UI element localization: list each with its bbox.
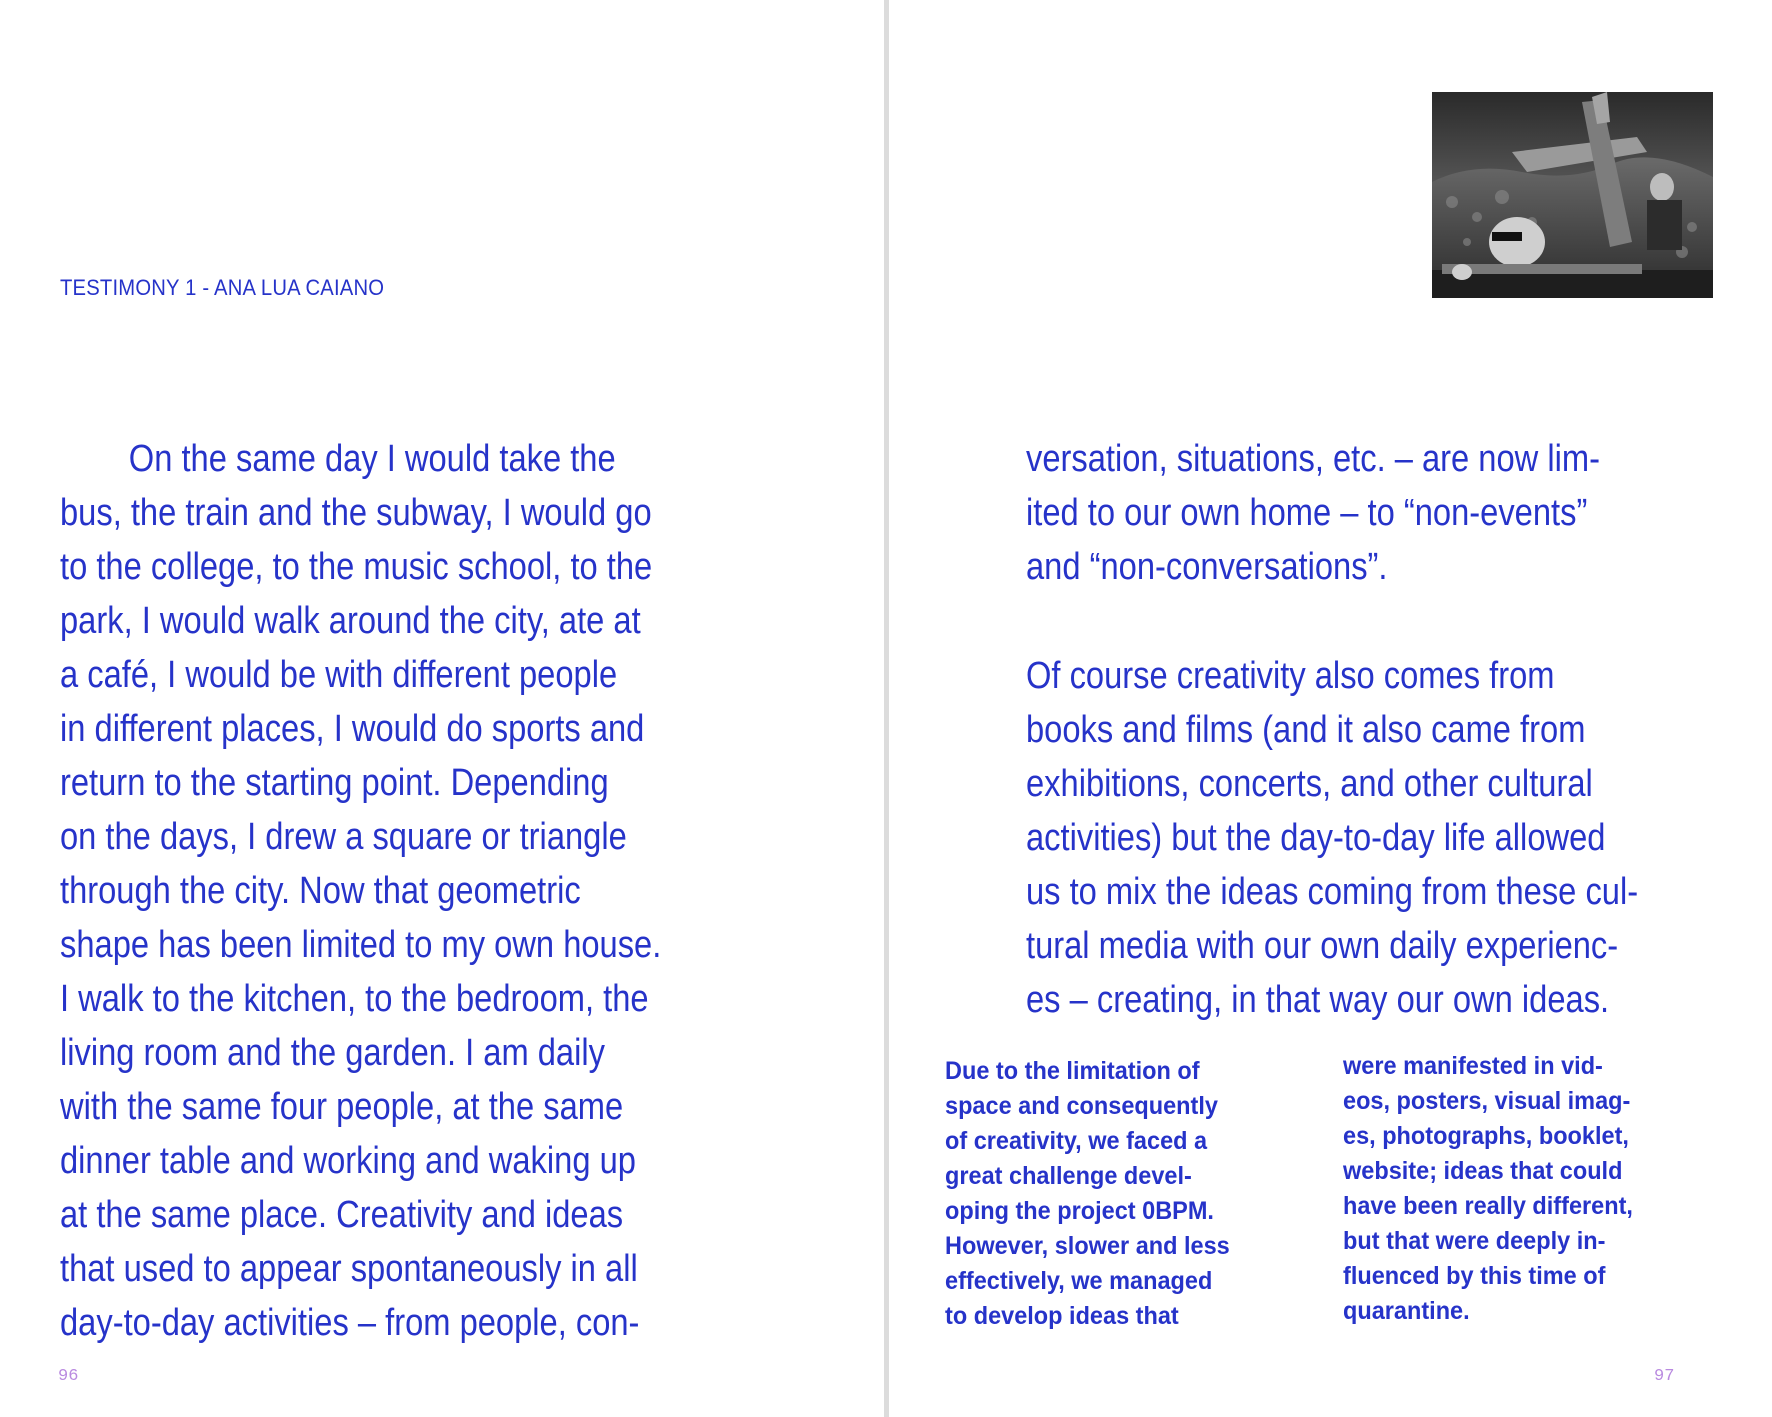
text-line: were manifested in vid- [1343,1052,1603,1080]
page-gutter [884,0,889,1417]
left-body-text [60,432,661,1350]
text-line: that used to appear spontaneously in all [60,1248,638,1290]
text-line: on the days, I drew a square or triangle [60,816,627,858]
text-line: es – creating, in that way our own ideas. [1026,979,1610,1021]
text-line: space and consequently [945,1092,1218,1120]
text-line: at the same place. Creativity and ideas [60,1194,624,1236]
left-page [0,0,885,1417]
right-page [890,0,1772,1417]
page-number-left: 96 [58,1367,79,1386]
text-line: to develop ideas that [945,1302,1179,1330]
text-line: of creativity, we faced a [945,1127,1208,1155]
text-line: with the same four people, at the same [60,1086,624,1128]
text-line: park, I would walk around the city, ate at [60,600,641,642]
text-line: but that were deeply in- [1343,1227,1606,1255]
text-line: books and films (and it also came from [1026,709,1586,751]
text-line: quarantine. [1343,1297,1470,1325]
text-line: Of course creativity also comes from [1026,655,1555,697]
text-line: return to the starting point. Depending [60,762,609,804]
text-line: have been really different, [1343,1192,1633,1220]
text-line: es, photographs, booklet, [1343,1122,1629,1150]
text-line: dinner table and working and waking up [60,1140,636,1182]
text-line: and “non-conversations”. [1026,546,1388,588]
text-line: tural media with our own daily experienc- [1026,925,1619,967]
text-line: a café, I would be with different people [60,654,618,696]
text-line: fluenced by this time of [1343,1262,1606,1290]
testimony-header: TESTIMONY 1 - ANA LUA CAIANO [60,275,385,300]
text-line: day-to-day activities – from people, con- [60,1302,640,1344]
text-line: I walk to the kitchen, to the bedroom, the [60,978,649,1020]
text-line: living room and the garden. I am daily [60,1032,605,1074]
text-line: us to mix the ideas coming from these cul- [1026,871,1639,913]
text-line: to the college, to the music school, to the [60,546,653,588]
text-line: through the city. Now that geometric [60,870,581,912]
bold-column-2 [1343,1049,1633,1329]
text-line: website; ideas that could [1343,1157,1623,1185]
text-line: However, slower and less [945,1232,1230,1260]
text-line: Due to the limitation of [945,1057,1200,1085]
text-line: bus, the train and the subway, I would go [60,492,652,534]
text-line: great challenge devel- [945,1162,1192,1190]
bold-column-1 [945,1054,1230,1334]
text-line: On the same day I would take the [128,438,616,480]
text-line: effectively, we managed [945,1267,1213,1295]
text-line: ited to our own home – to “non-events” [1026,492,1588,534]
text-line: in different places, I would do sports and [60,708,645,750]
text-line: shape has been limited to my own house. [60,924,662,966]
photo-plane-crash [1432,92,1713,298]
text-line: versation, situations, etc. – are now lim- [1026,438,1600,480]
text-line: eos, posters, visual imag- [1343,1087,1631,1115]
page-number-right: 97 [1654,1367,1675,1386]
text-line: exhibitions, concerts, and other cultural [1026,763,1593,805]
right-body-paragraph-1 [1026,432,1600,594]
text-line: oping the project 0BPM. [945,1197,1214,1225]
right-body-paragraph-2 [1026,649,1638,1027]
text-line: activities) but the day-to-day life allowed [1026,817,1606,859]
